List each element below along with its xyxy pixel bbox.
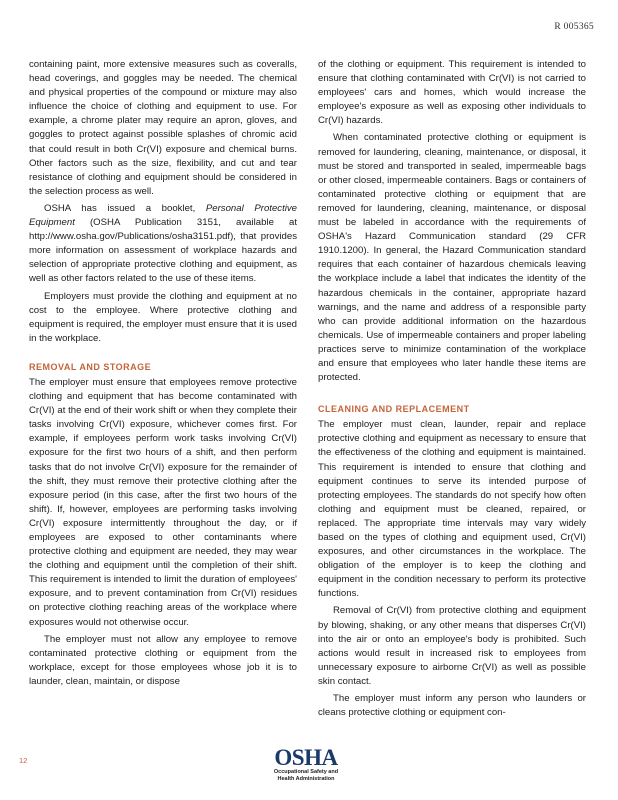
paragraph: When contaminated protective clothing or equipment is removed for laundering, cleaning, maintenance, or disposal, it must be stored and transported in sealed, impermeable bags or other closed, impermeable containers. Bags or containers of contaminated protective clothing or equipment that are removed for laundering, cleaning, maintenance, or disposal must be labeled in accordance with the requirements of OSHA's Hazard Communication standard (29 CFR 1910.1200). In general, the Hazard Communication standard requires that each container of hazardous chemicals leaving the workplace include a label that indicates the identity of the hazardous chemicals in the container, appropriate hazard warnings, and the name and address of a responsible party who can provide additional information on the hazardous chemicals. Use of impermeable containers and proper labeling practices serve to minimize contamination of the workplace and ensure that employees who later handle these items are protected. xyxy=(318,132,586,384)
paragraph: The employer must clean, launder, repair and replace protective clothing and equipment as necessary to ensure that the effectiveness of the clothing and equipment is maintained. This requirement is intended to ensure that clothing and equipment continues to serve its intended purpose of protecting employees. The standards do not specify how often clothing and equipment must be cleaned, repaired, or replaced. The appropriate time intervals may vary widely based on the types of clothing and equipment used, Cr(VI) exposures, and other circumstances in the workplace. The obligation of the employer is to keep the clothing and equipment in the condition necessary to perform its protective functions. xyxy=(318,419,586,600)
org-name-line: Occupational Safety and xyxy=(273,769,339,775)
paragraph: The employer must not allow any employee to remove contaminated protective clothing or equipment from the workplace, except for those employees whose job it is to launder, clean, maintain, or dispose xyxy=(29,633,297,687)
paragraph: of the clothing or equipment. This requirement is intended to ensure that clothing contaminated with Cr(VI) is not carried to employees' cars and homes, which would increase the employee's exposure as well as exposing other individuals to Cr(VI) hazards. xyxy=(318,59,586,127)
osha-footer xyxy=(254,746,358,783)
paragraph: containing paint, more extensive measures such as coveralls, head coverings, and goggles may be needed. The chemical and physical properties of the compound or mixture may also influence the choice of clothing and equipment to use. For example, a chrome plater may require an apron, gloves, and goggles to protect against possible splashes of chromic acid that could result in both Cr(VI) exposure and chemical burns. Other factors such as the size, flexibility, and cut and tear resistance of clothing and equipment should be considered in the selection process as well. xyxy=(29,59,297,197)
text-run: (OSHA Publication 3151, available at http://www.osha.gov/Publications/osha3151.pdf), that provides more information on assessment of workplace hazards and selection of appropriate protective clothing and equipment, as well as other factors related to the use of these items. xyxy=(29,217,297,285)
text-run: OSHA has issued a booklet, xyxy=(44,202,206,214)
booklet-title: Personal Protective Equipment xyxy=(29,202,298,229)
org-name-line: Health Administration xyxy=(277,776,335,782)
paragraph: The employer must ensure that employees remove protective clothing and equipment that has become contaminated with Cr(VI) at the end of their work shift or when they complete their tasks involving Cr(VI) exposure, whichever comes first. For example, if employees perform work tasks involving Cr(VI) exposure for the first two hours of a shift, and then perform tasks that do not involve Cr(VI) exposure for the remainder of the shift, they must remove their protective clothing after the exposure period (in this case, after the first two hours of the shift). If, however, employees are performing tasks involving Cr(VI) exposure intermittently throughout the day, or if employees are exposed to other contaminants where protective clothing and equipment are needed, they may wear the clothing and equipment until the completion of their shift. This requirement is intended to limit the duration of employees' exposure, and to prevent contamination from Cr(VI) residues on protective clothing reaching areas of the workplace where exposures would not otherwise occur. xyxy=(29,376,297,628)
page-number: 12 xyxy=(19,756,28,765)
left-column xyxy=(29,58,297,689)
osha-logo: OSHA xyxy=(274,745,338,770)
paragraph xyxy=(29,202,297,287)
paragraph: The employer must inform any person who launders or cleans protective clothing or equipment con- xyxy=(318,693,586,719)
bates-number: R 005365 xyxy=(554,22,594,32)
section-heading-cleaning-replacement: CLEANING AND REPLACEMENT xyxy=(318,404,470,415)
paragraph: Employers must provide the clothing and equipment at no cost to the employee. Where protective clothing and equipment is required, the employer must ensure that it is used in the workplace. xyxy=(29,290,297,344)
paragraph: Removal of Cr(VI) from protective clothing and equipment by blowing, shaking, or any other means that disperses Cr(VI) into the air or onto an employee's body is prohibited. Such actions would result in increased risk to employees from unnecessary exposure to airborne Cr(VI) as well as possible skin contact. xyxy=(318,605,586,687)
right-column xyxy=(318,58,586,720)
section-heading-removal-storage: REMOVAL AND STORAGE xyxy=(29,361,152,372)
